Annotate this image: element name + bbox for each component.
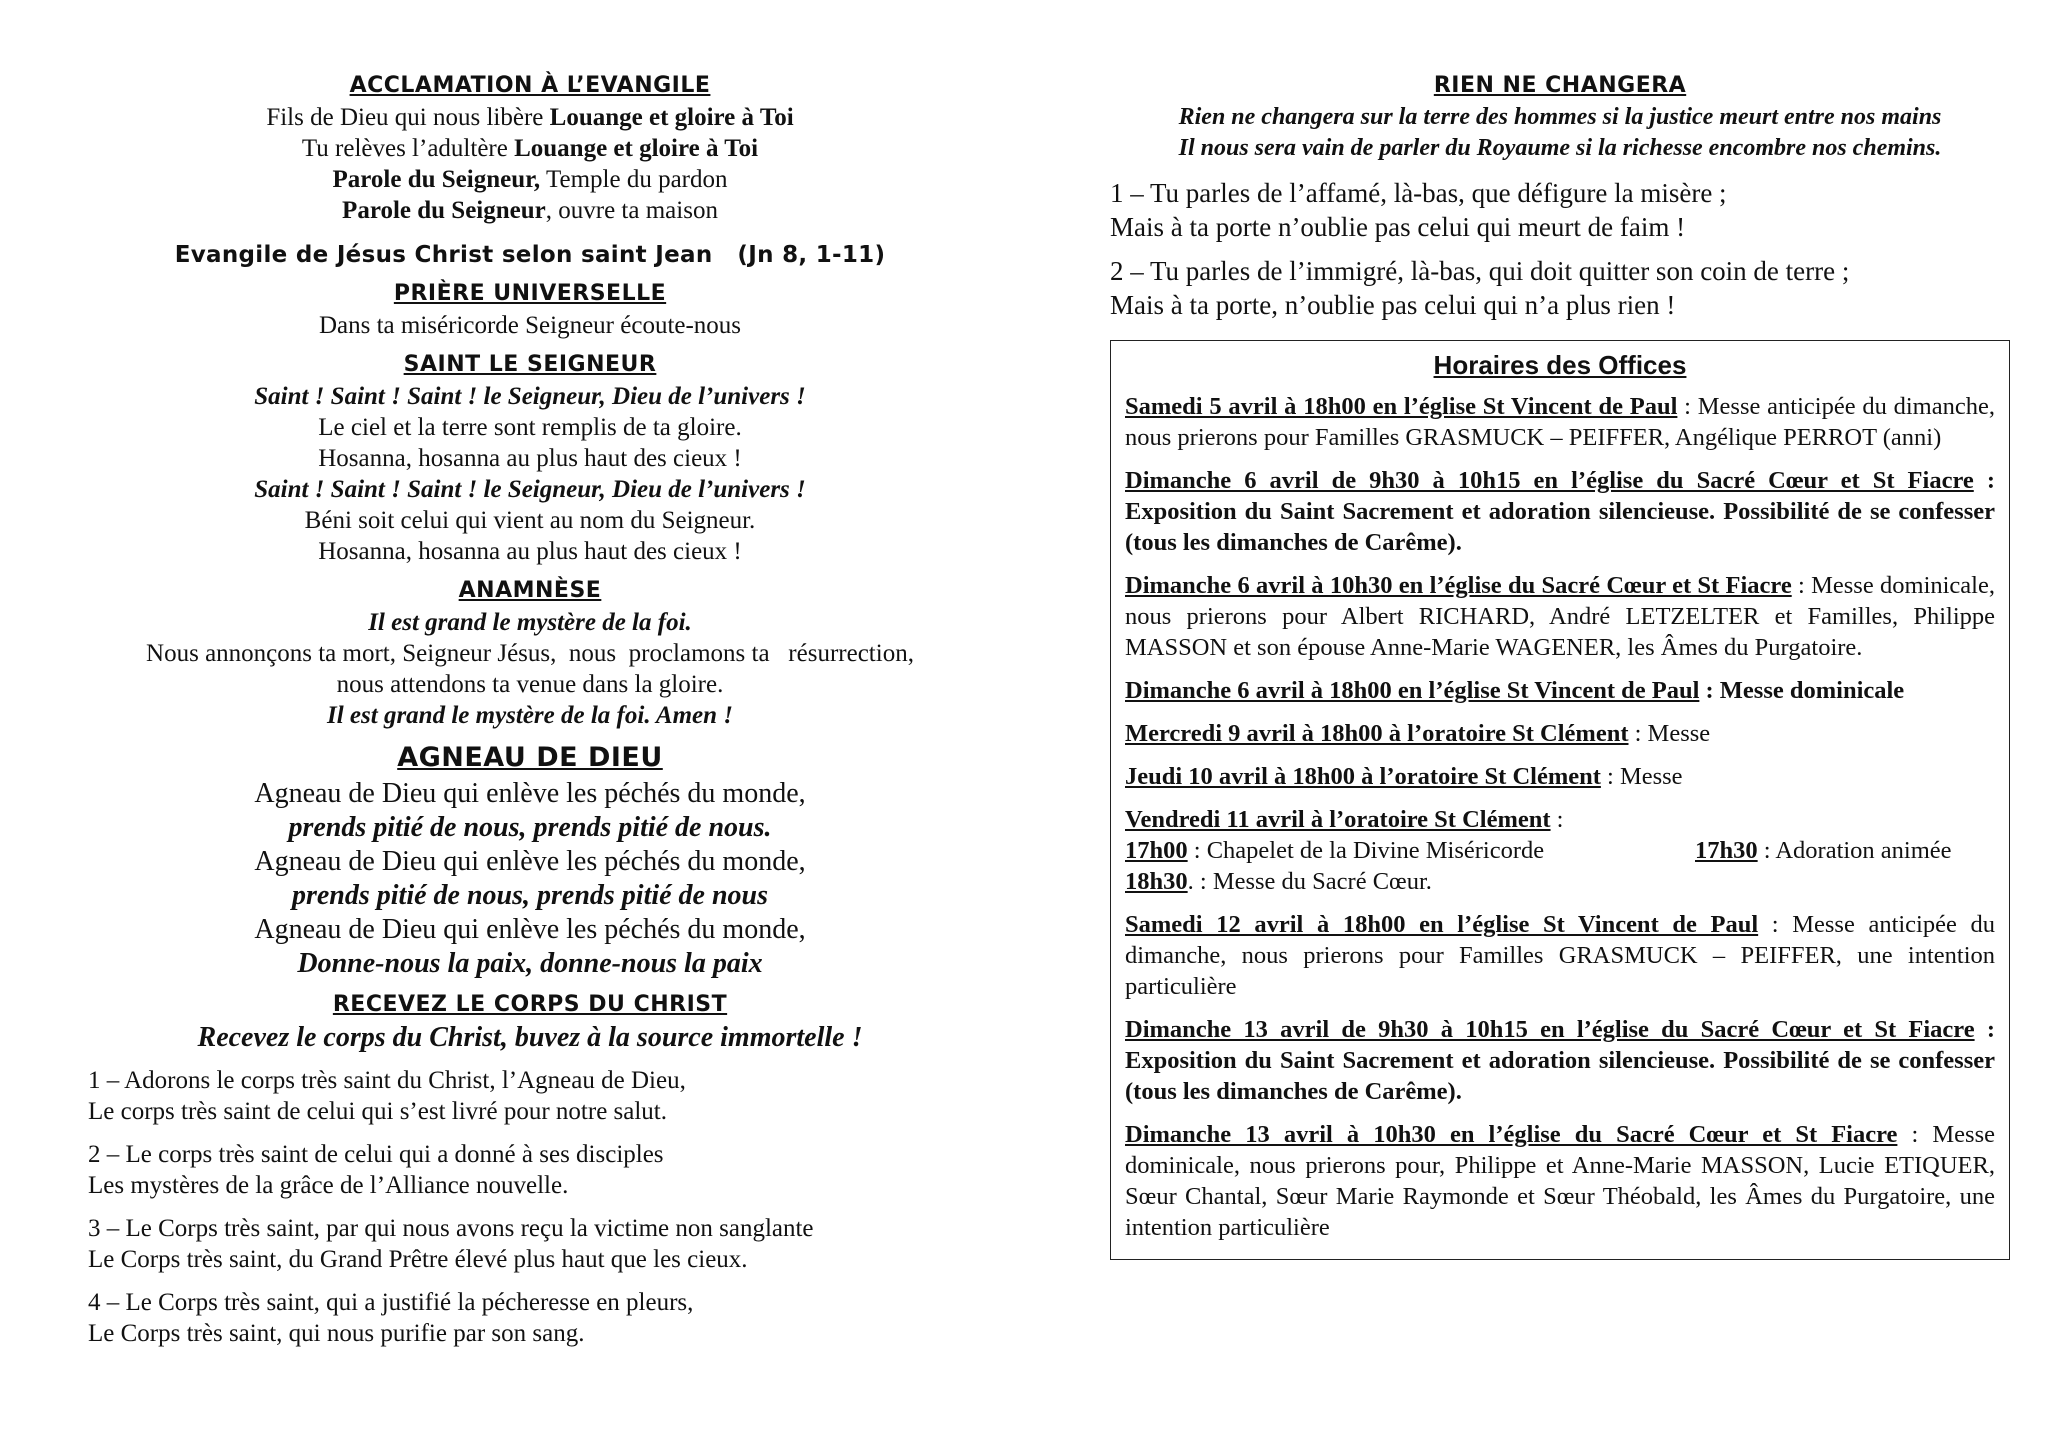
agneau-line-1: Agneau de Dieu qui enlève les péchés du monde, — [254, 778, 806, 809]
horaires-entry-10: Dimanche 13 avril à 10h30 en l’église du Sacré Cœur et St Fiacre : Messe dominicale, nous prierons pour, Philippe et Anne-Marie MASSON, Lucie ETIQUER, Sœur Chantal, Sœur Marie Raymonde et Sœur Théobald, les Âmes du Purgatoire, une intention particulière — [1125, 1121, 1995, 1241]
agneau-section — [80, 739, 980, 981]
priere-line: Dans ta miséricorde Seigneur écoute-nous — [318, 312, 742, 339]
horaires-entry-1: Samedi 5 avril à 18h00 en l’église St Vincent de Paul : Messe anticipée du dimanche, nous prierons pour Familles GRASMUCK – PEIFFER, Angélique PERROT (anni) — [1125, 393, 1995, 451]
evangile-heading: Evangile de Jésus Christ selon saint Jean (Jn 8, 1-11) — [174, 242, 886, 268]
anamnese-section — [80, 575, 980, 731]
agneau-line-5: Agneau de Dieu qui enlève les péchés du monde, — [254, 914, 806, 945]
anamnese-line-1: Il est grand le mystère de la foi. — [368, 609, 692, 636]
anamnese-line-3: nous attendons ta venue dans la gloire. — [336, 671, 724, 698]
saint-line-5: Béni soit celui qui vient au nom du Seigneur. — [304, 507, 756, 534]
acclamation-line-2: Tu relèves l’adultère Louange et gloire à Toi — [301, 135, 759, 162]
recevez-refrain: Recevez le corps du Christ, buvez à la source immortelle ! — [197, 1022, 863, 1053]
saint-title: SAINT LE SEIGNEUR — [403, 352, 657, 377]
acclamation-line-3: Parole du Seigneur, Temple du pardon — [332, 166, 728, 193]
saint-line-6: Hosanna, hosanna au plus haut des cieux ! — [318, 538, 742, 565]
rien-refrain-1: Rien ne changera sur la terre des hommes si la justice meurt entre nos mains — [1178, 104, 1942, 130]
left-column — [80, 70, 980, 1361]
saint-line-3: Hosanna, hosanna au plus haut des cieux ! — [318, 445, 742, 472]
acclamation-section — [80, 70, 980, 226]
recevez-verse-4: 4 – Le Corps très saint, qui a justifié la pécheresse en pleurs, Le Corps très saint, qui nous purifie par son sang. — [88, 1289, 694, 1347]
recevez-verse-1: 1 – Adorons le corps très saint du Christ, l’Agneau de Dieu, Le corps très saint de celui qui s’est livré pour notre salut. — [88, 1067, 686, 1125]
horaires-entry-5: Mercredi 9 avril à 18h00 à l’oratoire St Clément : Messe — [1125, 720, 1711, 747]
horaires-entry-9: Dimanche 13 avril de 9h30 à 10h15 en l’église du Sacré Cœur et St Fiacre : Exposition du Saint Sacrement et adoration silencieuse. Possibilité de se confesser (tous les dimanches de Carême). — [1125, 1016, 1995, 1105]
recevez-verse-3: 3 – Le Corps très saint, par qui nous avons reçu la victime non sanglante Le Corps très saint, du Grand Prêtre élevé plus haut que les cieux. — [88, 1215, 814, 1273]
saint-section — [80, 349, 980, 567]
rien-refrain-2: Il nous sera vain de parler du Royaume si la richesse encombre nos chemins. — [1178, 135, 1942, 161]
horaires-box — [1110, 340, 2010, 1260]
horaires-entry-4: Dimanche 6 avril à 18h00 en l’église St Vincent de Paul : Messe dominicale — [1125, 677, 1905, 704]
horaires-entry-8: Samedi 12 avril à 18h00 en l’église St Vincent de Paul : Messe anticipée du dimanche, nous prierons pour Familles GRASMUCK – PEIFFER, une intention particulière — [1125, 911, 1995, 1000]
anamnese-line-2: Nous annonçons ta mort, Seigneur Jésus, nous proclamons ta résurrection, — [146, 640, 914, 667]
horaires-entry-6: Jeudi 10 avril à 18h00 à l’oratoire St Clément : Messe — [1125, 763, 1683, 790]
acclamation-line-1: Fils de Dieu qui nous libère Louange et gloire à Toi — [266, 104, 794, 131]
horaires-title: Horaires des Offices — [1433, 350, 1687, 380]
horaires-entry-3: Dimanche 6 avril à 10h30 en l’église du Sacré Cœur et St Fiacre : Messe dominicale, nous prierons pour Albert RICHARD, André LETZELTER et Familles, Philippe MASSON et son épouse Anne-Marie WAGENER, les Âmes du Purgatoire. — [1125, 572, 1995, 661]
saint-line-1: Saint ! Saint ! Saint ! le Seigneur, Dieu de l’univers ! — [254, 383, 806, 410]
saint-line-4: Saint ! Saint ! Saint ! le Seigneur, Dieu de l’univers ! — [254, 476, 806, 503]
recevez-verse-2: 2 – Le corps très saint de celui qui a donné à ses disciples Les mystères de la grâce de l’Alliance nouvelle. — [88, 1141, 664, 1199]
rien-verse-1: 1 – Tu parles de l’affamé, là-bas, que défigure la misère ; Mais à ta porte n’oublie pas celui qui meurt de faim ! — [1110, 178, 1727, 242]
saint-line-2: Le ciel et la terre sont remplis de ta gloire. — [318, 414, 742, 441]
agneau-line-3: Agneau de Dieu qui enlève les péchés du monde, — [254, 846, 806, 877]
agneau-line-4: prends pitié de nous, prends pitié de nous — [291, 880, 769, 911]
priere-section — [80, 278, 980, 341]
acclamation-line-4: Parole du Seigneur, ouvre ta maison — [342, 197, 718, 224]
anamnese-line-4: Il est grand le mystère de la foi. Amen ! — [327, 702, 733, 729]
recevez-section — [80, 989, 980, 1349]
rien-verse-2: 2 – Tu parles de l’immigré, là-bas, qui doit quitter son coin de terre ; Mais à ta porte, n’oublie pas celui qui n’a plus rien ! — [1110, 256, 1850, 320]
agneau-line-6: Donne-nous la paix, donne-nous la paix — [297, 948, 763, 979]
agneau-line-2: prends pitié de nous, prends pitié de nous. — [288, 812, 772, 843]
horaires-entry-7: Vendredi 11 avril à l’oratoire St Clément : 17h00 : Chapelet de la Divine Miséricorde 17h30 : Adoration animée 18h30. : Messe du Sacré Cœur. — [1125, 806, 1952, 895]
right-column — [1110, 70, 2010, 1260]
acclamation-title: ACCLAMATION À L’EVANGILE — [349, 73, 711, 98]
anamnese-title: ANAMNÈSE — [458, 578, 602, 603]
recevez-title: RECEVEZ LE CORPS DU CHRIST — [332, 992, 728, 1017]
rien-title: RIEN NE CHANGERA — [1433, 73, 1687, 98]
rien-section — [1110, 70, 2010, 322]
horaires-entry-2: Dimanche 6 avril de 9h30 à 10h15 en l’église du Sacré Cœur et St Fiacre : Exposition du Saint Sacrement et adoration silencieuse. Possibilité de se confesser (tous les dimanches de Carême). — [1125, 467, 1995, 556]
priere-title: PRIÈRE UNIVERSELLE — [393, 281, 667, 306]
agneau-title: AGNEAU DE DIEU — [397, 742, 663, 773]
